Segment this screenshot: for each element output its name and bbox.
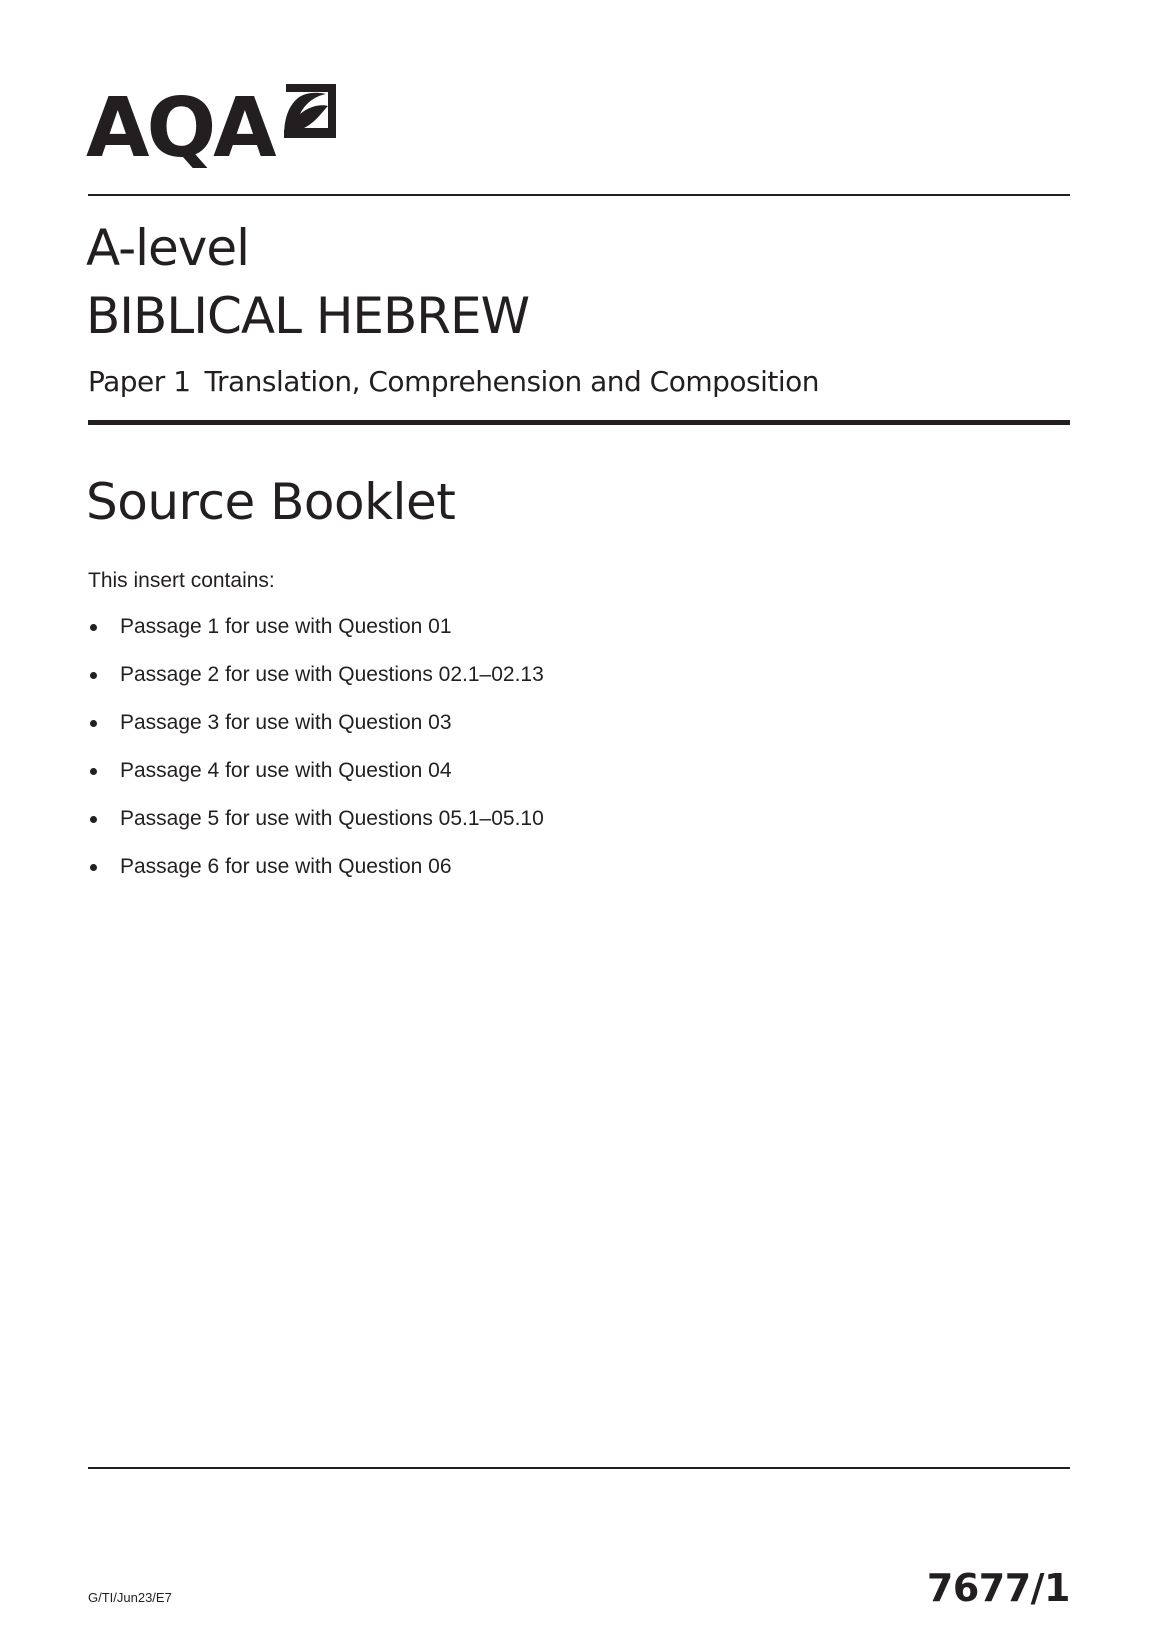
bullet-icon [90, 672, 97, 679]
footer-divider [88, 1467, 1070, 1469]
passage-list [88, 614, 544, 902]
list-item: Passage 1 for use with Question 01 [88, 614, 544, 662]
booklet-heading: Source Booklet [86, 473, 456, 531]
document-reference: G/TI/Jun23/E7 [88, 1590, 172, 1605]
bullet-icon [90, 816, 97, 823]
aqa-logo [86, 81, 336, 176]
list-item: Passage 3 for use with Question 03 [88, 710, 544, 758]
bullet-icon [90, 624, 97, 631]
heading-divider [88, 420, 1070, 425]
bullet-icon [90, 720, 97, 727]
bullet-icon [90, 768, 97, 775]
logo-text: AQA [86, 81, 274, 176]
bullet-icon [90, 864, 97, 871]
qualification-level: A-level [86, 219, 250, 277]
list-item: Passage 6 for use with Question 06 [88, 854, 544, 902]
paper-code: 7677/1 [926, 1566, 1070, 1610]
top-divider [88, 194, 1070, 196]
leaf-mark-icon [280, 84, 336, 140]
list-item: Passage 4 for use with Question 04 [88, 758, 544, 806]
paper-name: Translation, Comprehension and Composition [204, 365, 820, 398]
list-item: Passage 5 for use with Questions 05.1–05.10 [88, 806, 544, 854]
list-item: Passage 2 for use with Questions 02.1–02.13 [88, 662, 544, 710]
paper-title [88, 364, 819, 400]
subject-title: BIBLICAL HEBREW [86, 287, 530, 345]
paper-number: Paper 1 [88, 365, 191, 398]
insert-intro: This insert contains: [88, 569, 275, 592]
